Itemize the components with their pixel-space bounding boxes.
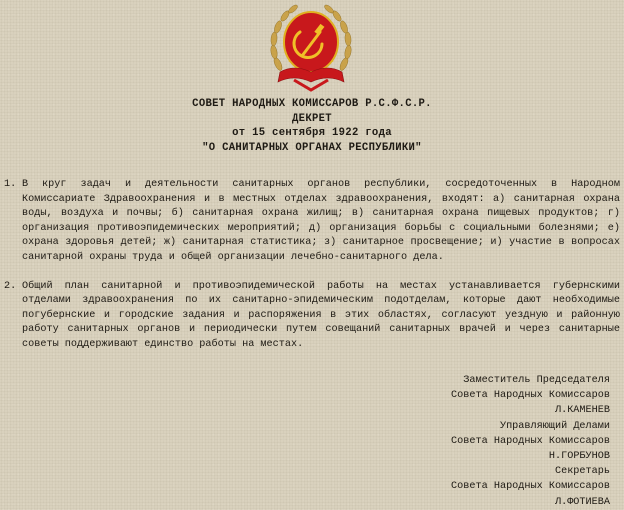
signature-line: Совета Народных Комиссаров xyxy=(451,481,610,493)
signature-name: Л.ФОТИЕВА xyxy=(554,496,610,508)
signature-line: Секретарь xyxy=(554,466,610,478)
paragraph-2 xyxy=(4,280,620,353)
decree-body xyxy=(4,178,620,353)
signature-line: Совета Народных Комиссаров xyxy=(451,390,610,402)
document-type: ДЕКРЕТ xyxy=(292,112,332,125)
council-title: СОВЕТ НАРОДНЫХ КОМИССАРОВ Р.С.Ф.С.Р. xyxy=(192,98,432,110)
decree-header xyxy=(0,97,624,155)
paragraph-text: Общий план санитарной и противоэпидемической работы на местах устанавливается губернскими отделами здравоохранения по их санитарно-эпидемическим подотделам, которые дают необходимые погубернские и городские задания и распоряжения в этих областях, согласуют уездную и районную работу санитарных органов и периодически путем совещаний санитарных врачей и через санитарные советы поддерживают единство работы на местах. xyxy=(22,280,620,350)
paragraph-number: 2. xyxy=(4,280,17,292)
decree-date: от 15 сентября 1922 года xyxy=(232,127,392,139)
signature-name: Н.ГОРБУНОВ xyxy=(548,451,610,463)
paragraph-number: 1. xyxy=(4,179,17,190)
decree-title: "О САНИТАРНЫХ ОРГАНАХ РЕСПУБЛИКИ" xyxy=(202,141,422,154)
signature-line: Совета Народных Комиссаров xyxy=(451,435,610,447)
signature-name: Л.КАМЕНЕВ xyxy=(554,405,610,417)
signature-line: Управляющий Делами xyxy=(499,420,610,432)
rsfsr-coat-of-arms-emblem xyxy=(264,2,358,92)
paragraph-text: В круг задач и деятельности санитарных органов республики, сосредоточенных в Народном Комиссариате Здравоохранения и в местных отделах здравоохранения, входят: а) санитарная охрана воды, воздуха и почвы; б) санитарная охрана жилищ; в) санитарная охрана пищевых продуктов; г) организация противоэпидемических мероприятий; д) организация борьбы с социальными болезнями; е) охрана здоровья детей; ж) санитарная статистика; з) санитарное просвещение; и) участие в вопросах санитарной охраны труда и общей организации лечебно-санитарного дела. xyxy=(22,179,620,263)
paragraph-1 xyxy=(4,178,620,266)
signature-block xyxy=(451,373,610,510)
signature-line: Заместитель Председателя xyxy=(463,375,610,386)
